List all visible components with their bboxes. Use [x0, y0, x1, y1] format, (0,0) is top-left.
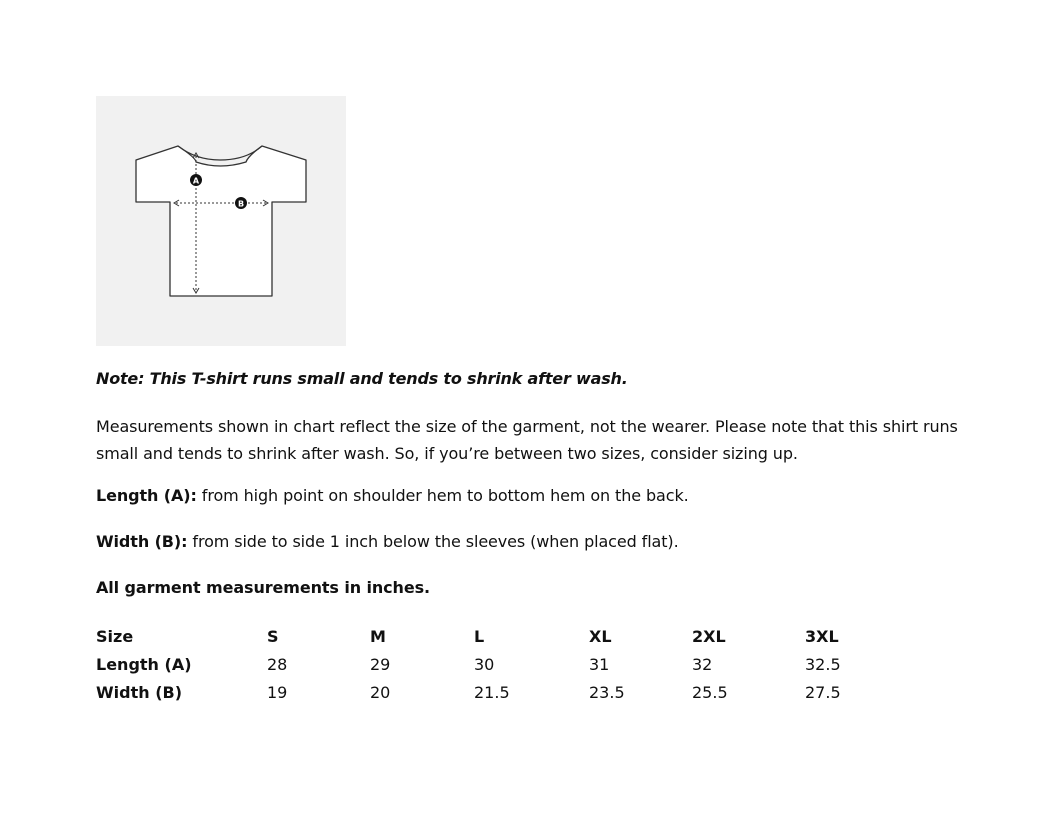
length-definition-label: Length (A): — [96, 486, 197, 505]
table-cell: 31 — [589, 654, 610, 674]
table-header-cell: L — [474, 626, 485, 646]
table-cell: 27.5 — [805, 682, 841, 702]
table-header-cell: M — [370, 626, 386, 646]
table-cell: 19 — [267, 682, 288, 702]
table-header-cell: 2XL — [692, 626, 726, 646]
table-cell: 21.5 — [474, 682, 510, 702]
table-row — [96, 678, 865, 706]
table-header-row — [96, 622, 865, 650]
table-row-label: Length (A) — [96, 654, 192, 674]
table-header-cell: S — [267, 626, 279, 646]
table-row-label: Width (B) — [96, 682, 183, 702]
table-cell: 23.5 — [589, 682, 625, 702]
tshirt-diagram — [96, 96, 346, 346]
table-cell: 20 — [370, 682, 391, 702]
table-cell: 29 — [370, 654, 391, 674]
width-definition-text: from side to side 1 inch below the sleeves (when placed flat). — [187, 532, 679, 551]
table-row — [96, 650, 865, 678]
table-cell: 28 — [267, 654, 288, 674]
size-chart-table — [96, 622, 865, 706]
table-cell: 32.5 — [805, 654, 841, 674]
length-definition — [96, 486, 689, 505]
table-header-cell: 3XL — [805, 626, 839, 646]
tshirt-outline-icon — [96, 96, 346, 346]
table-header-cell: XL — [589, 626, 612, 646]
marker-b-label: B — [237, 199, 245, 209]
table-cell: 25.5 — [692, 682, 728, 702]
measurement-description: Measurements shown in chart reflect the size of the garment, not the wearer. Please note that this shirt runs small and tends to shrink after wash. So, if you’re between two sizes, consider sizing up. — [96, 417, 958, 463]
shrink-note: Note: This T-shirt runs small and tends to shrink after wash. — [96, 369, 628, 388]
table-cell: 30 — [474, 654, 495, 674]
width-definition — [96, 532, 679, 551]
marker-a-label: A — [192, 176, 200, 186]
table-header-cell: Size — [96, 626, 134, 646]
length-definition-text: from high point on shoulder hem to bottom hem on the back. — [196, 486, 689, 505]
units-note: All garment measurements in inches. — [96, 578, 430, 597]
table-cell: 32 — [692, 654, 713, 674]
width-definition-label: Width (B): — [96, 532, 188, 551]
